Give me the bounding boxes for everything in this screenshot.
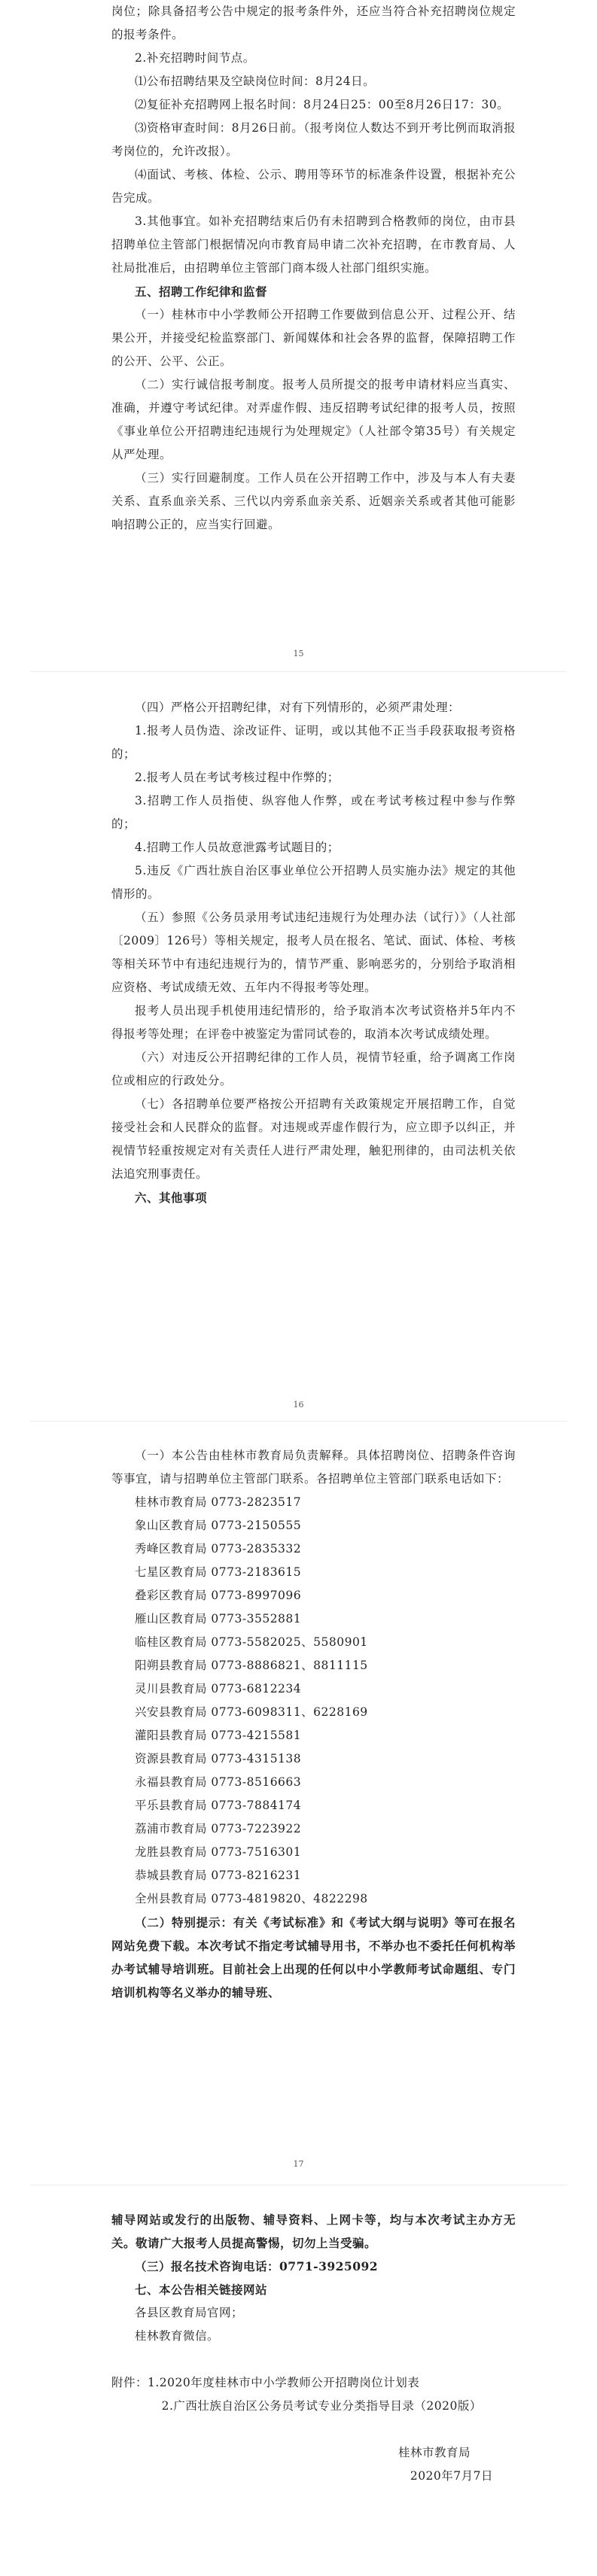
- paragraph: 岗位；除具备招考公告中规定的报考条件外，还应当符合补充招聘岗位规定的报考条件。: [111, 5, 516, 41]
- special-notice: （二）特别提示：有关《考试标准》和《考试大纲与说明》等可在报名网站免费下载。本次考试不指定考试辅导用书，不举办也不委托任何机构举办考试辅导培训班。目前社会上出现的任何以中小学教师考试命题组、专门培训机构等名义举办的辅导班、: [111, 1915, 516, 2000]
- contact-item: 永福县教育局 0773-8516663: [135, 1775, 302, 1789]
- contact-item: 兴安县教育局 0773-6098311、6228169: [135, 1705, 368, 1719]
- paragraph: （七）各招聘单位要严格按公开招聘有关政策规定开展招聘工作，自觉接受社会和人民群众的监督。对违规或弄虚作假行为，应立即予以纠正，并视情节轻重按规定对有关责任人进行严肃处理，触犯刑律的，由司法机关依法追究刑事责任。: [111, 1097, 516, 1181]
- paragraph: ⑷面试、考核、体检、公示、聘用等环节的标准条件设置，根据补充公告完成。: [111, 168, 516, 205]
- attachment-1: 附件：1.2020年度桂林市中小学教师公开招聘岗位计划表: [111, 2376, 420, 2389]
- document-page-16: [0, 674, 597, 1419]
- paragraph: （二）实行诚信报考制度。报考人员所提交的报考申请材料应当真实、准确，并遵守考试纪律。对弄虚作假、违反招聘考试纪律的报考人员，按照《事业单位公开招聘违纪违规行为处理规定》（人社部令第35号）有关规定从严处理。: [111, 378, 516, 461]
- contact-item: 灵川县教育局 0773-6812234: [135, 1682, 302, 1696]
- special-notice-continued: 辅导网站或发行的出版物、辅导资料、上网卡等，均与本次考试主办方无关。敬请广大报考人员提高警惕，切勿上当受骗。: [111, 2213, 516, 2250]
- tech-support-phone: （三）报名技术咨询电话：0771-3925092: [135, 2259, 379, 2273]
- paragraph: ⑶资格审查时间：8月26日前。（报考岗位人数达不到开考比例而取消报考岗位的，允许改报）。: [111, 121, 516, 158]
- section-heading-7: 七、本公告相关链接网站: [135, 2283, 268, 2297]
- paragraph: （三）实行回避制度。工作人员在公开招聘工作中，涉及与本人有夫妻关系、直系血亲关系、三代以内旁系血亲关系、近姻亲关系或者其他可能影响招聘公正的，应当实行回避。: [111, 471, 516, 531]
- contact-item: 临桂区教育局 0773-5582025、5580901: [135, 1635, 368, 1649]
- paragraph: （六）对违反公开招聘纪律的工作人员，视情节轻重，给予调离工作岗位或相应的行政处分。: [111, 1051, 516, 1087]
- paragraph: ⑵复征补充招聘网上报名时间：8月24日25：00至8月26日17：30。: [135, 98, 510, 111]
- document-page-17: [0, 1423, 597, 2183]
- link-item: 各县区教育局官网；: [135, 2306, 244, 2319]
- paragraph: （四）严格公开招聘纪律，对有下列情形的，必须严肃处理：: [135, 701, 461, 714]
- contact-item: 恭城县教育局 0773-8216231: [135, 1869, 302, 1882]
- contact-item: 叠彩区教育局 0773-8997096: [135, 1589, 302, 1602]
- paragraph: （一）本公告由桂林市教育局负责解释。具体招聘岗位、招聘条件咨询等事宜，请与招聘单位主管部门联系。各招聘单位主管部门联系电话如下：: [111, 1449, 516, 1486]
- page-number: 16: [293, 1400, 304, 1410]
- contact-item: 荔浦市教育局 0773-7223922: [135, 1822, 302, 1835]
- contact-item: 七星区教育局 0773-2183615: [135, 1565, 302, 1579]
- link-item: 桂林教育微信。: [135, 2329, 220, 2343]
- contact-item: 秀峰区教育局 0773-2835332: [135, 1542, 302, 1556]
- contact-item: 灌阳县教育局 0773-4215581: [135, 1729, 302, 1742]
- paragraph: 报考人员出现手机使用违纪情形的，给予取消本次考试资格并5年内不得报考等处理；在评卷中被鉴定为雷同试卷的，取消本次考试成绩处理。: [111, 1004, 516, 1041]
- page-divider: [30, 671, 567, 672]
- document-page-18: [0, 2187, 597, 2576]
- paragraph: 4.招聘工作人员故意泄露考试题目的；: [135, 841, 340, 854]
- page-17-body: [111, 1444, 516, 2004]
- contact-item: 龙胜县教育局 0773-7516301: [135, 1845, 302, 1859]
- paragraph: 3.招聘工作人员指使、纵容他人作弊，或在考试考核过程中参与作弊的；: [111, 794, 516, 831]
- contact-item: 雁山区教育局 0773-3552881: [135, 1612, 302, 1626]
- paragraph: 3.其他事宜。如补充招聘结束后仍有未招聘到合格教师的岗位，由市县招聘单位主管部门根据情况向市教育局申请二次补充招聘，在市教育局、人社局批准后，由招聘单位主管部门商本级人社部门组织实施。: [111, 214, 516, 275]
- contact-item: 平乐县教育局 0773-7884174: [135, 1799, 302, 1812]
- contact-item: 资源县教育局 0773-4315138: [135, 1752, 302, 1765]
- paragraph: 5.违反《广西壮族自治区事业单位公开招聘人员实施办法》规定的其他情形的。: [111, 864, 516, 901]
- contact-item: 全州县教育局 0773-4819820、4822298: [135, 1892, 368, 1905]
- page-16-body: [111, 696, 516, 1209]
- section-heading-6: 六、其他事项: [135, 1191, 208, 1205]
- paragraph: ⑴公布招聘结果及空缺岗位时间：8月24日。: [135, 75, 376, 88]
- paragraph: 1.报考人员伪造、涂改证件、证明，或以其他不正当手段获取报考资格的；: [111, 724, 516, 761]
- contact-list: [111, 1491, 516, 1911]
- contact-item: 阳朔县教育局 0773-8886821、8811115: [135, 1659, 368, 1672]
- paragraph: 2.补充招聘时间节点。: [135, 51, 255, 65]
- section-heading-5: 五、招聘工作纪律和监督: [135, 284, 268, 299]
- page-number: 17: [293, 2159, 304, 2169]
- page-18-body: [111, 2208, 516, 2488]
- issuer: 桂林市教育局: [397, 2446, 471, 2459]
- page-number: 15: [293, 649, 304, 658]
- contact-item: 象山区教育局 0773-2150555: [135, 1519, 302, 1532]
- attachment-2: 2.广西壮族自治区公务员考试专业分类指导目录（2020版）: [161, 2399, 482, 2413]
- page-divider: [30, 1421, 567, 1422]
- paragraph: 2.报考人员在考试考核过程中作弊的；: [135, 771, 340, 784]
- contact-item: 桂林市教育局 0773-2823517: [135, 1495, 302, 1509]
- paragraph: （一）桂林市中小学教师公开招聘工作要做到信息公开、过程公开、结果公开，并接受纪检监察部门、新闻媒体和社会各界的监督，保障招聘工作的公开、公平、公正。: [111, 308, 516, 368]
- document-page-15: [0, 0, 597, 670]
- issue-date: 2020年7月7日: [410, 2469, 493, 2483]
- page-15-body: [111, 0, 516, 537]
- paragraph: （五）参照《公务员录用考试违纪违规行为处理办法（试行）》（人社部〔2009〕126号）等相关规定，报考人员在报名、笔试、面试、体检、考核等相关环节中有违纪违规行为的，情节严重、影响恶劣的，分别给予取消相应资格、考试成绩无效、五年内不得报考等处理。: [111, 911, 516, 994]
